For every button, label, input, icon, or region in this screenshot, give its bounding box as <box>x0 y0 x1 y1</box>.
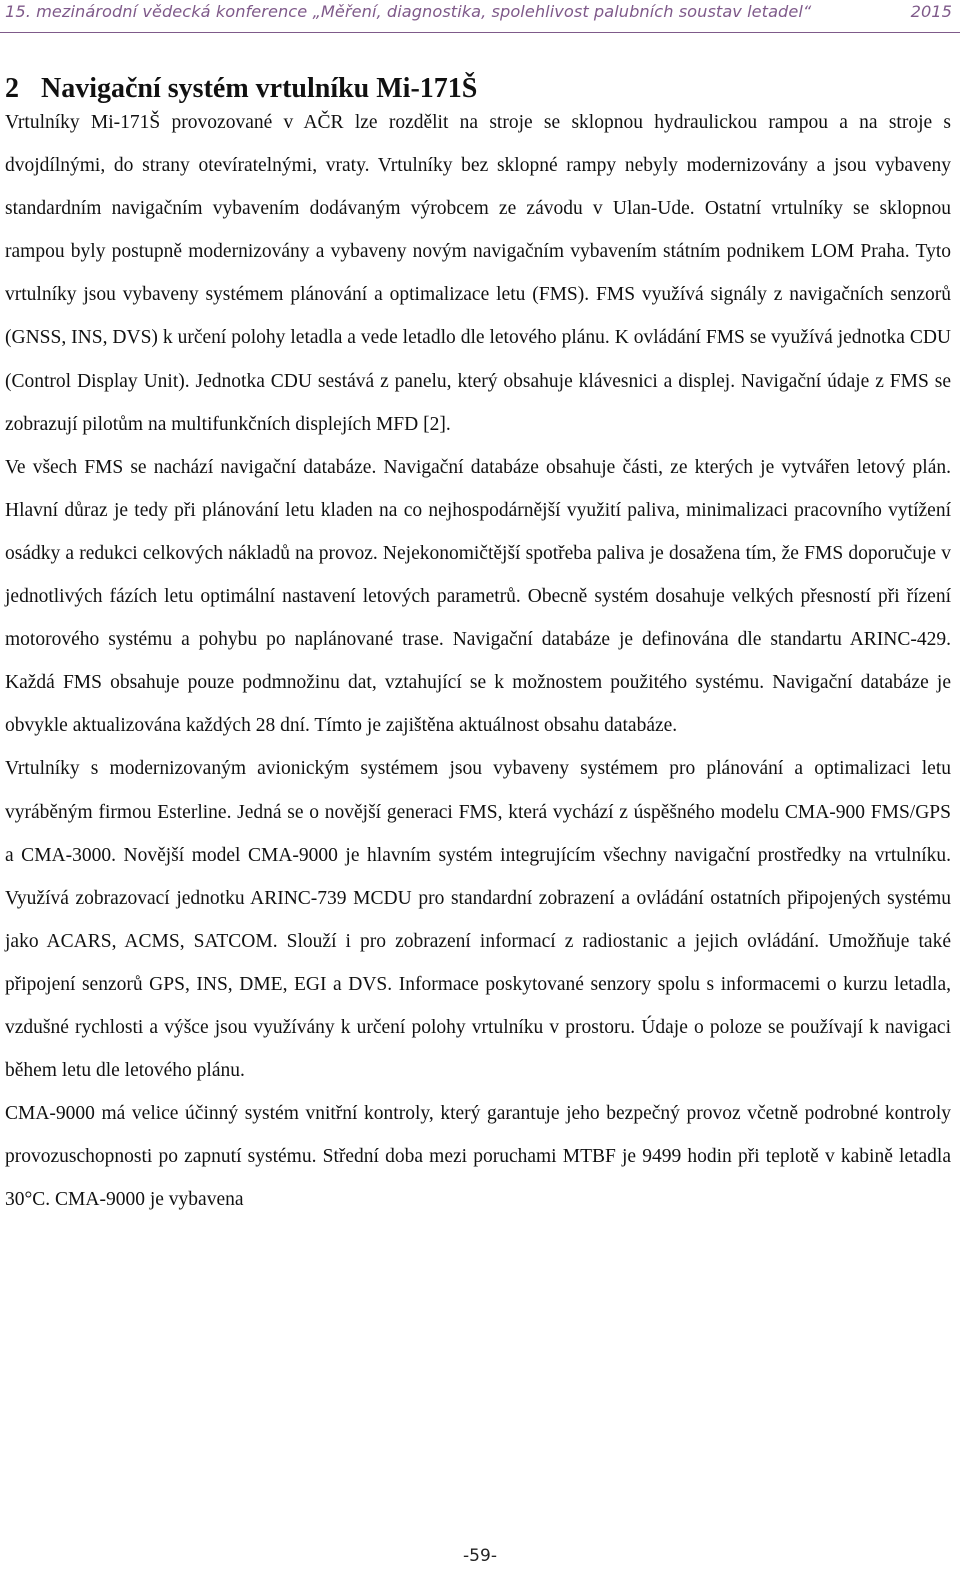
paragraph: CMA-9000 má velice účinný systém vnitřní kontroly, který garantuje jeho bezpečný provoz včetně podrobné kontroly provozuschopnosti po zapnutí systému. Střední doba mezi poruchami MTBF je 9499 hodin při teplotě v kabině letadla 30°C. CMA-9000 je vybavena <box>5 1103 951 1211</box>
paragraph: Vrtulníky Mi-171Š provozované v AČR lze rozdělit na stroje se sklopnou hydraulickou rampou a na stroje s dvojdílnými, do strany otevíratelnými, vraty. Vrtulníky bez sklopné rampy nebyly modernizovány a jsou vybaveny standardním navigačním vybavením dodávaným výrobcem ze závodu v Ulan-Ude. Ostatní vrtulníky se sklopnou rampou byly postupně modernizovány a vybaveny novým navigačním vybavením státním podnikem LOM Praha. Tyto vrtulníky jsou vybaveny systémem plánování a optimalizace letu (FMS). FMS využívá signály z navigačních senzorů (GNSS, INS, DVS) k určení polohy letadla a vede letadlo dle letového plánu. K ovládání FMS se využívá jednotka CDU (Control Display Unit). Jednotka CDU sestává z panelu, který obsahuje klávesnici a displej. Navigační údaje z FMS se zobrazují pilotům na multifunkčních displejích MFD [2]. <box>5 112 951 435</box>
running-header <box>5 2 952 21</box>
section-title: Navigační systém vrtulníku Mi-171Š <box>41 73 478 104</box>
header-divider <box>0 32 960 33</box>
page-number: -59- <box>463 1546 497 1566</box>
paragraph: Vrtulníky s modernizovaným avionickým systémem jsou vybaveny systémem pro plánování a optimalizaci letu vyráběným firmou Esterline. Jedná se o novější generaci FMS, která vychází z úspěšného modelu CMA-900 FMS/GPS a CMA-3000. Novější model CMA-9000 je hlavním systém integrujícím všechny navigační prostředky na vrtulníku. Využívá zobrazovací jednotku ARINC-739 MCDU pro standardní zobrazení a ovládání ostatních připojených systému jako ACARS, ACMS, SATCOM. Slouží i pro zobrazení informací z radiostanic a jejich ovládání. Umožňuje také připojení senzorů GPS, INS, DME, EGI a DVS. Informace poskytované senzory spolu s informacemi o kurzu letadla, vzdušné rychlosti a výšce jsou využívány k určení polohy vrtulníku v prostoru. Údaje o poloze se používají k navigaci během letu dle letového plánu. <box>5 758 951 1082</box>
section-number: 2 <box>5 73 19 104</box>
body-text <box>5 101 951 1221</box>
header-year: 2015 <box>910 2 952 21</box>
conference-title: 15. mezinárodní vědecká konference „Měření, diagnostika, spolehlivost palubních soustav letadel“ <box>5 2 812 21</box>
paragraph: Ve všech FMS se nachází navigační databáze. Navigační databáze obsahuje části, ze kterých je vytvářen letový plán. Hlavní důraz je tedy při plánování letu kladen na co nejhospodárnější využití paliva, minimalizaci pracovního vytížení osádky a redukci celkových nákladů na provoz. Nejekonomičtější spotřeba paliva je dosažena tím, že FMS doporučuje v jednotlivých fázích letu optimální nastavení letových parametrů. Obecně systém dosahuje velkých přesností při řízení motorového systému a pohybu po naplánované trase. Navigační databáze je definována dle standartu ARINC-429. Každá FMS obsahuje pouze podmnožinu dat, vztahující se k možnostem použitého systému. Navigační databáze je obvykle aktualizována každých 28 dní. Tímto je zajištěna aktuálnost obsahu databáze. <box>5 456 951 737</box>
